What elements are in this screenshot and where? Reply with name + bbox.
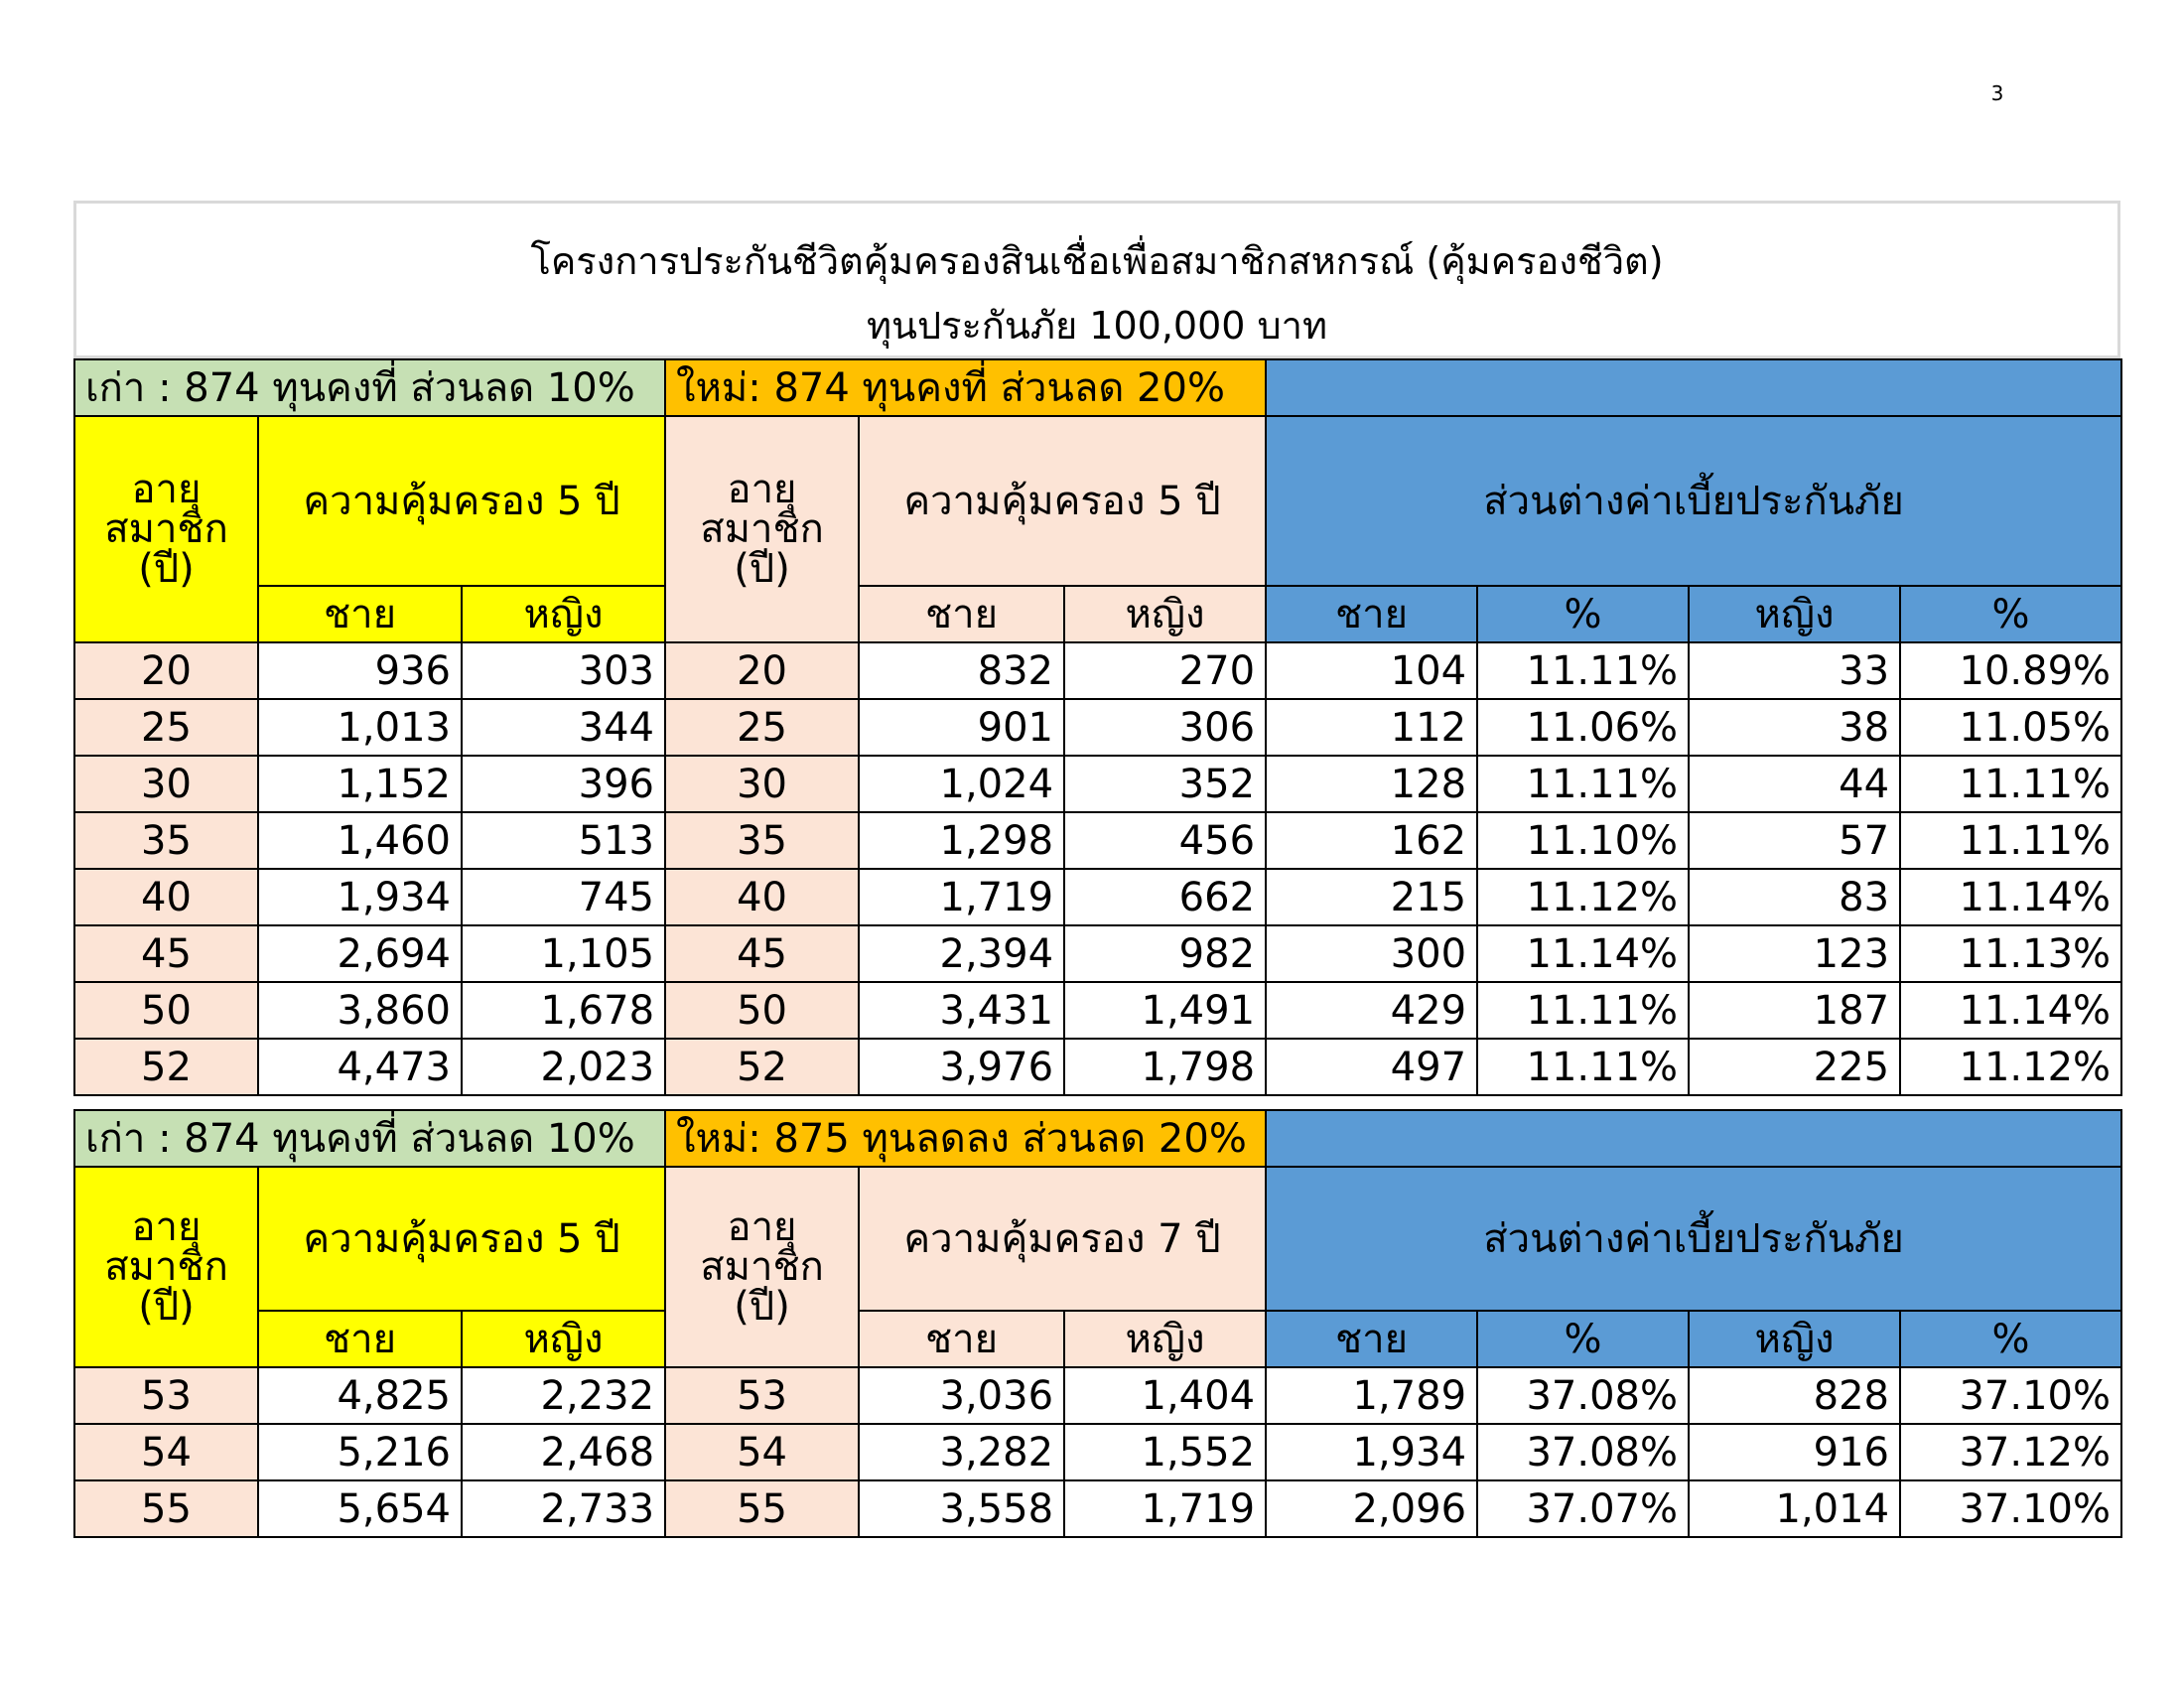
age-header-line3: (ปี)	[138, 1284, 195, 1330]
old-female-cell: 2,468	[462, 1424, 665, 1480]
old-male-cell: 1,152	[258, 756, 462, 812]
old-age-header	[74, 416, 258, 642]
old-female-cell: 1,105	[462, 925, 665, 982]
diff-male-cell: 162	[1266, 812, 1477, 869]
new-male-header: ชาย	[859, 1311, 1064, 1367]
diff-male-cell: 1,789	[1266, 1367, 1477, 1424]
diff-male-percent-cell: 11.11%	[1477, 1039, 1689, 1095]
new-male-cell: 1,024	[859, 756, 1064, 812]
diff-female-header: หญิง	[1689, 1311, 1900, 1367]
diff-female-percent-cell: 11.14%	[1900, 982, 2121, 1039]
age-header-line3: (ปี)	[138, 546, 195, 592]
new-age-cell: 25	[665, 699, 859, 756]
old-male-cell: 5,216	[258, 1424, 462, 1480]
new-female-cell: 1,798	[1064, 1039, 1266, 1095]
new-age-cell: 54	[665, 1424, 859, 1480]
new-plan-banner: ใหม่: 874 ทุนคงที่ ส่วนลด 20%	[665, 359, 1266, 416]
new-female-cell: 456	[1064, 812, 1266, 869]
new-age-cell: 35	[665, 812, 859, 869]
diff-male-cell: 128	[1266, 756, 1477, 812]
table-row	[74, 982, 2121, 1039]
old-age-cell: 25	[74, 699, 258, 756]
new-male-cell: 3,036	[859, 1367, 1064, 1424]
diff-female-cell: 33	[1689, 642, 1900, 699]
diff-male-cell: 215	[1266, 869, 1477, 925]
page-number: 3	[1990, 81, 2004, 105]
diff-banner	[1266, 359, 2121, 416]
diff-female-percent-cell: 11.11%	[1900, 812, 2121, 869]
diff-male-percent-cell: 37.08%	[1477, 1367, 1689, 1424]
old-age-header	[74, 1167, 258, 1367]
diff-female-cell: 44	[1689, 756, 1900, 812]
old-plan-banner: เก่า : 874 ทุนคงที่ ส่วนลด 10%	[74, 359, 665, 416]
new-coverage-header: ความคุ้มครอง 5 ปี	[859, 416, 1266, 586]
diff-female-cell: 57	[1689, 812, 1900, 869]
age-header-line1: อายุ	[727, 467, 797, 512]
diff-female-cell: 1,014	[1689, 1480, 1900, 1537]
new-male-cell: 3,282	[859, 1424, 1064, 1480]
page-title: โครงการประกันชีวิตคุ้มครองสินเชื่อเพื่อสมาชิกสหกรณ์ (คุ้มครองชีวิต)	[73, 201, 2120, 298]
diff-female-percent-cell: 11.12%	[1900, 1039, 2121, 1095]
diff-male-cell: 104	[1266, 642, 1477, 699]
age-header-line1: อายุ	[131, 467, 202, 512]
premium-table-section-2	[73, 1109, 2122, 1538]
premium-diff-header: ส่วนต่างค่าเบี้ยประกันภัย	[1266, 1167, 2121, 1311]
diff-female-percent-header: %	[1900, 1311, 2121, 1367]
old-female-header: หญิง	[462, 1311, 665, 1367]
section-banner-row	[74, 1110, 2121, 1167]
diff-male-header: ชาย	[1266, 586, 1477, 642]
old-female-cell: 2,023	[462, 1039, 665, 1095]
new-male-cell: 832	[859, 642, 1064, 699]
diff-female-cell: 83	[1689, 869, 1900, 925]
diff-female-percent-cell: 37.12%	[1900, 1424, 2121, 1480]
age-header-line2: สมาชิก	[104, 1244, 228, 1290]
diff-male-header: ชาย	[1266, 1311, 1477, 1367]
diff-male-percent-cell: 11.06%	[1477, 699, 1689, 756]
diff-female-cell: 123	[1689, 925, 1900, 982]
header-row-2	[74, 586, 2121, 642]
diff-male-percent-cell: 37.07%	[1477, 1480, 1689, 1537]
old-male-header: ชาย	[258, 586, 462, 642]
diff-male-percent-cell: 11.14%	[1477, 925, 1689, 982]
diff-female-percent-cell: 10.89%	[1900, 642, 2121, 699]
diff-male-cell: 497	[1266, 1039, 1477, 1095]
age-header-line1: อายุ	[131, 1204, 202, 1250]
new-female-header: หญิง	[1064, 1311, 1266, 1367]
new-female-cell: 306	[1064, 699, 1266, 756]
diff-female-percent-cell: 11.13%	[1900, 925, 2121, 982]
new-female-cell: 982	[1064, 925, 1266, 982]
diff-female-percent-cell: 37.10%	[1900, 1480, 2121, 1537]
header-row-1	[74, 416, 2121, 586]
old-male-header: ชาย	[258, 1311, 462, 1367]
age-header-line3: (ปี)	[734, 1284, 790, 1330]
new-male-cell: 3,976	[859, 1039, 1064, 1095]
new-coverage-header: ความคุ้มครอง 7 ปี	[859, 1167, 1266, 1311]
diff-female-header: หญิง	[1689, 586, 1900, 642]
table-row	[74, 1039, 2121, 1095]
diff-male-percent-cell: 11.11%	[1477, 756, 1689, 812]
new-age-cell: 45	[665, 925, 859, 982]
old-female-cell: 745	[462, 869, 665, 925]
new-age-header	[665, 416, 859, 642]
diff-male-percent-cell: 37.08%	[1477, 1424, 1689, 1480]
old-female-cell: 2,733	[462, 1480, 665, 1537]
old-female-cell: 303	[462, 642, 665, 699]
table-row	[74, 869, 2121, 925]
old-age-cell: 30	[74, 756, 258, 812]
diff-male-cell: 300	[1266, 925, 1477, 982]
new-plan-banner: ใหม่: 875 ทุนลดลง ส่วนลด 20%	[665, 1110, 1266, 1167]
new-male-cell: 3,558	[859, 1480, 1064, 1537]
diff-male-cell: 112	[1266, 699, 1477, 756]
new-female-cell: 662	[1064, 869, 1266, 925]
old-age-cell: 35	[74, 812, 258, 869]
table-row	[74, 812, 2121, 869]
diff-female-percent-cell: 37.10%	[1900, 1367, 2121, 1424]
header-row-2	[74, 1311, 2121, 1367]
diff-female-percent-cell: 11.14%	[1900, 869, 2121, 925]
diff-male-percent-cell: 11.10%	[1477, 812, 1689, 869]
diff-male-cell: 2,096	[1266, 1480, 1477, 1537]
new-male-cell: 901	[859, 699, 1064, 756]
age-header-line2: สมาชิก	[700, 1244, 824, 1290]
age-header-line3: (ปี)	[734, 546, 790, 592]
diff-female-cell: 225	[1689, 1039, 1900, 1095]
page-subtitle: ทุนประกันภัย 100,000 บาท	[73, 295, 2120, 358]
new-female-cell: 352	[1064, 756, 1266, 812]
new-age-cell: 52	[665, 1039, 859, 1095]
diff-female-cell: 187	[1689, 982, 1900, 1039]
diff-male-percent-cell: 11.11%	[1477, 982, 1689, 1039]
new-age-cell: 20	[665, 642, 859, 699]
age-header-line2: สมาชิก	[700, 506, 824, 552]
new-female-header: หญิง	[1064, 586, 1266, 642]
old-age-cell: 52	[74, 1039, 258, 1095]
diff-male-percent-header: %	[1477, 586, 1689, 642]
old-male-cell: 1,934	[258, 869, 462, 925]
diff-female-percent-header: %	[1900, 586, 2121, 642]
new-male-cell: 1,298	[859, 812, 1064, 869]
new-female-cell: 270	[1064, 642, 1266, 699]
old-age-cell: 45	[74, 925, 258, 982]
new-age-cell: 50	[665, 982, 859, 1039]
new-female-cell: 1,719	[1064, 1480, 1266, 1537]
old-female-cell: 2,232	[462, 1367, 665, 1424]
new-male-cell: 2,394	[859, 925, 1064, 982]
old-age-cell: 50	[74, 982, 258, 1039]
old-age-cell: 55	[74, 1480, 258, 1537]
old-male-cell: 1,013	[258, 699, 462, 756]
new-male-cell: 1,719	[859, 869, 1064, 925]
table-row	[74, 1424, 2121, 1480]
new-female-cell: 1,491	[1064, 982, 1266, 1039]
table-row	[74, 925, 2121, 982]
premium-diff-header: ส่วนต่างค่าเบี้ยประกันภัย	[1266, 416, 2121, 586]
old-female-cell: 344	[462, 699, 665, 756]
diff-male-cell: 429	[1266, 982, 1477, 1039]
section-banner-row	[74, 359, 2121, 416]
new-male-cell: 3,431	[859, 982, 1064, 1039]
old-female-cell: 1,678	[462, 982, 665, 1039]
diff-male-percent-cell: 11.12%	[1477, 869, 1689, 925]
old-female-cell: 396	[462, 756, 665, 812]
old-age-cell: 54	[74, 1424, 258, 1480]
old-female-cell: 513	[462, 812, 665, 869]
new-age-cell: 30	[665, 756, 859, 812]
old-coverage-header: ความคุ้มครอง 5 ปี	[258, 416, 665, 586]
old-male-cell: 3,860	[258, 982, 462, 1039]
age-header-line1: อายุ	[727, 1204, 797, 1250]
new-age-cell: 53	[665, 1367, 859, 1424]
diff-female-cell: 38	[1689, 699, 1900, 756]
premium-comparison-sheet	[73, 201, 2120, 1542]
new-female-cell: 1,552	[1064, 1424, 1266, 1480]
old-age-cell: 20	[74, 642, 258, 699]
diff-female-percent-cell: 11.05%	[1900, 699, 2121, 756]
table-row	[74, 1480, 2121, 1537]
new-age-cell: 55	[665, 1480, 859, 1537]
table-row	[74, 699, 2121, 756]
diff-male-percent-cell: 11.11%	[1477, 642, 1689, 699]
new-female-cell: 1,404	[1064, 1367, 1266, 1424]
table-row	[74, 642, 2121, 699]
diff-female-cell: 828	[1689, 1367, 1900, 1424]
old-age-cell: 40	[74, 869, 258, 925]
old-male-cell: 2,694	[258, 925, 462, 982]
diff-banner	[1266, 1110, 2121, 1167]
old-male-cell: 936	[258, 642, 462, 699]
old-plan-banner: เก่า : 874 ทุนคงที่ ส่วนลด 10%	[74, 1110, 665, 1167]
age-header-line2: สมาชิก	[104, 506, 228, 552]
new-age-cell: 40	[665, 869, 859, 925]
diff-female-cell: 916	[1689, 1424, 1900, 1480]
new-age-header	[665, 1167, 859, 1367]
old-male-cell: 1,460	[258, 812, 462, 869]
old-age-cell: 53	[74, 1367, 258, 1424]
old-male-cell: 4,473	[258, 1039, 462, 1095]
new-male-header: ชาย	[859, 586, 1064, 642]
table-row	[74, 756, 2121, 812]
old-female-header: หญิง	[462, 586, 665, 642]
old-coverage-header: ความคุ้มครอง 5 ปี	[258, 1167, 665, 1311]
old-male-cell: 4,825	[258, 1367, 462, 1424]
diff-male-cell: 1,934	[1266, 1424, 1477, 1480]
header-row-1	[74, 1167, 2121, 1311]
table-row	[74, 1367, 2121, 1424]
diff-male-percent-header: %	[1477, 1311, 1689, 1367]
premium-table-section-1	[73, 358, 2122, 1096]
old-male-cell: 5,654	[258, 1480, 462, 1537]
diff-female-percent-cell: 11.11%	[1900, 756, 2121, 812]
